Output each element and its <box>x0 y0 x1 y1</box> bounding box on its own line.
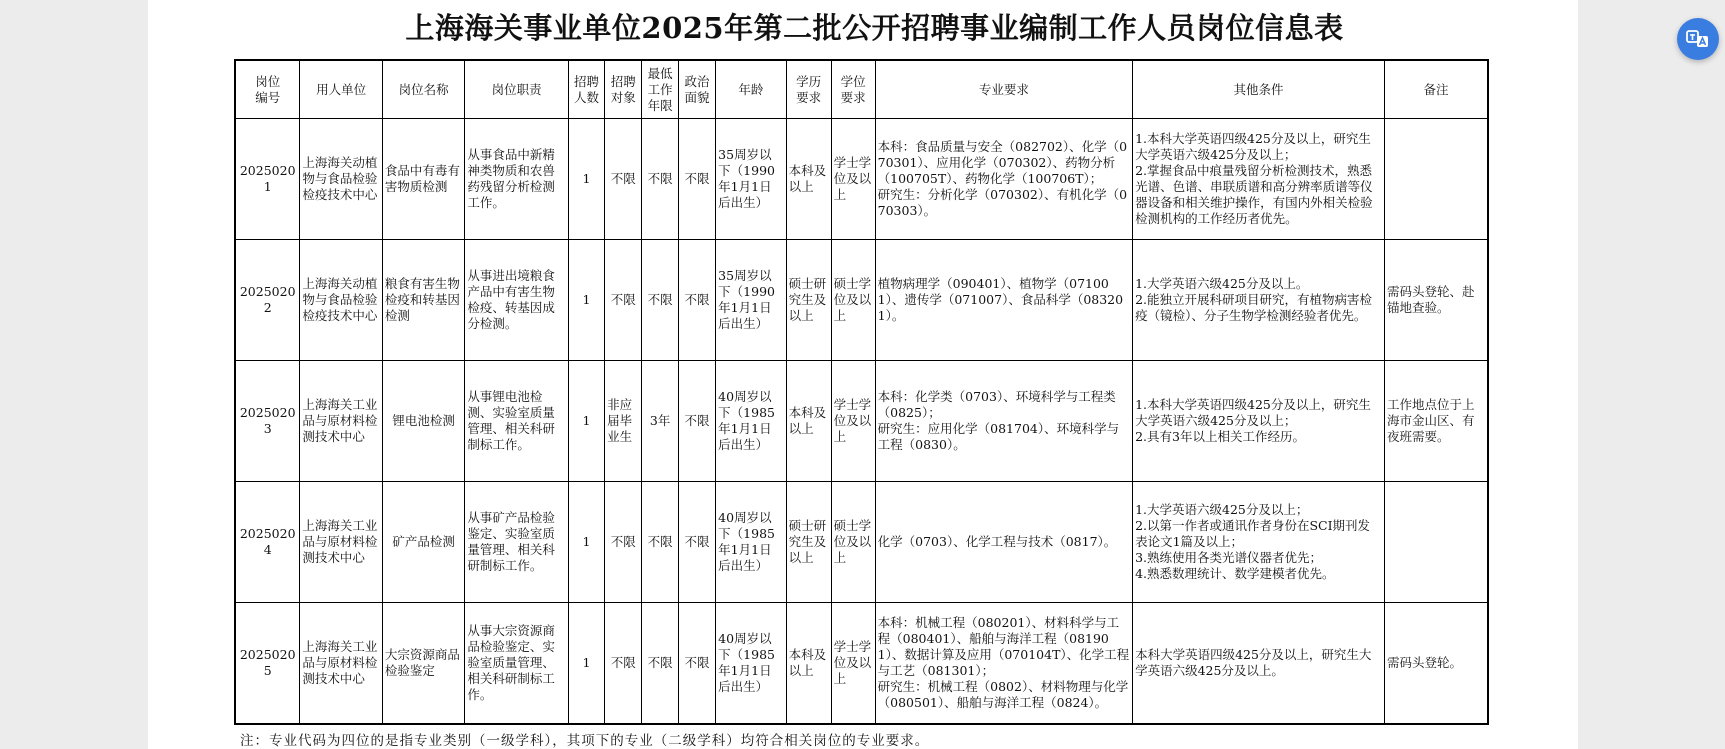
cell-unit: 上海海关工业品与原材料检测技术中心 <box>300 603 383 725</box>
cell-age: 40周岁以下（1985年1月1日后出生） <box>716 482 786 603</box>
header-cell: 政治面貌 <box>678 60 715 119</box>
cell-target: 非应届毕业生 <box>605 361 642 482</box>
cell-target: 不限 <box>605 119 642 240</box>
cell-edu: 本科及以上 <box>786 603 831 725</box>
cell-major: 化学（0703）、化学工程与技术（0817）。 <box>875 482 1132 603</box>
cell-years: 不限 <box>642 119 678 240</box>
position-table <box>234 59 1489 725</box>
header-cell: 年龄 <box>716 60 786 119</box>
cell-name: 锂电池检测 <box>382 361 465 482</box>
cell-target: 不限 <box>605 603 642 725</box>
cell-count: 1 <box>568 482 604 603</box>
header-cell: 岗位编号 <box>235 60 300 119</box>
cell-other: 本科大学英语四级425分及以上，研究生大学英语六级425分及以上。 <box>1133 603 1385 725</box>
cell-major: 本科：机械工程（080201）、材料科学与工程（080401）、船舶与海洋工程（081901）、数据计算及应用（070104T）、化学工程与工艺（081301）； 研究生：机械工程（0802）、材料物理与化学（080501）、船舶与海洋工程（0824）。 <box>875 603 1132 725</box>
header-cell: 招聘人数 <box>568 60 604 119</box>
page-title: 上海海关事业单位2025年第二批公开招聘事业编制工作人员岗位信息表 <box>405 11 1344 45</box>
header-cell: 岗位职责 <box>465 60 568 119</box>
cell-duty: 从事进出境粮食产品中有害生物检疫、转基因成分检测。 <box>465 240 568 361</box>
cell-unit: 上海海关工业品与原材料检测技术中心 <box>300 482 383 603</box>
cell-political: 不限 <box>678 240 715 361</box>
cell-id: 20250205 <box>235 603 300 725</box>
cell-name: 食品中有毒有害物质检测 <box>382 119 465 240</box>
cell-remark: 需码头登轮、赴锚地查验。 <box>1384 240 1488 361</box>
cell-name: 粮食有害生物检疫和转基因检测 <box>382 240 465 361</box>
cell-other: 1.本科大学英语四级425分及以上，研究生大学英语六级425分及以上； 2.具有3年以上相关工作经历。 <box>1133 361 1385 482</box>
cell-age: 40周岁以下（1985年1月1日后出生） <box>716 603 786 725</box>
table-header-row <box>235 60 1488 119</box>
cell-count: 1 <box>568 119 604 240</box>
cell-name: 矿产品检测 <box>382 482 465 603</box>
cell-id: 20250201 <box>235 119 300 240</box>
cell-count: 1 <box>568 603 604 725</box>
cell-degree: 学士学位及以上 <box>831 361 875 482</box>
cell-age: 40周岁以下（1985年1月1日后出生） <box>716 361 786 482</box>
cell-target: 不限 <box>605 240 642 361</box>
cell-political: 不限 <box>678 482 715 603</box>
cell-unit: 上海海关工业品与原材料检测技术中心 <box>300 361 383 482</box>
cell-count: 1 <box>568 361 604 482</box>
cell-edu: 硕士研究生及以上 <box>786 482 831 603</box>
cell-remark: 工作地点位于上海市金山区、有夜班需要。 <box>1384 361 1488 482</box>
header-cell: 备注 <box>1384 60 1488 119</box>
cell-age: 35周岁以下（1990年1月1日后出生） <box>716 240 786 361</box>
cell-edu: 本科及以上 <box>786 119 831 240</box>
cell-edu: 本科及以上 <box>786 361 831 482</box>
cell-degree: 硕士学位及以上 <box>831 482 875 603</box>
cell-id: 20250202 <box>235 240 300 361</box>
header-cell: 其他条件 <box>1133 60 1385 119</box>
cell-years: 3年 <box>642 361 678 482</box>
cell-other: 1.大学英语六级425分及以上； 2.以第一作者或通讯作者身份在SCI期刊发表论文1篇及以上； 3.熟练使用各类光谱仪器者优先； 4.熟悉数理统计、数学建模者优先。 <box>1133 482 1385 603</box>
cell-unit: 上海海关动植物与食品检验检疫技术中心 <box>300 119 383 240</box>
table-row <box>235 482 1488 603</box>
cell-degree: 硕士学位及以上 <box>831 240 875 361</box>
header-cell: 岗位名称 <box>382 60 465 119</box>
footnote: 注：专业代码为四位的是指专业类别（一级学科），其项下的专业（二级学科）均符合相关岗位的专业要求。 <box>240 733 930 749</box>
cell-political: 不限 <box>678 361 715 482</box>
header-cell: 招聘对象 <box>605 60 642 119</box>
table-row <box>235 603 1488 725</box>
cell-years: 不限 <box>642 603 678 725</box>
header-cell: 学位要求 <box>831 60 875 119</box>
header-cell: 用人单位 <box>300 60 383 119</box>
cell-duty: 从事锂电池检测、实验室质量管理、相关科研制标工作。 <box>465 361 568 482</box>
cell-remark <box>1384 119 1488 240</box>
cell-years: 不限 <box>642 482 678 603</box>
cell-name: 大宗资源商品检验鉴定 <box>382 603 465 725</box>
cell-id: 20250203 <box>235 361 300 482</box>
cell-major: 本科：食品质量与安全（082702）、化学（070301）、应用化学（070302）、药物分析（100705T）、药物化学（100706T）； 研究生：分析化学（070302）、有机化学（070303）。 <box>875 119 1132 240</box>
cell-degree: 学士学位及以上 <box>831 603 875 725</box>
cell-unit: 上海海关动植物与食品检验检疫技术中心 <box>300 240 383 361</box>
cell-duty: 从事大宗资源商品检验鉴定、实验室质量管理、相关科研制标工作。 <box>465 603 568 725</box>
header-cell: 学历要求 <box>786 60 831 119</box>
cell-political: 不限 <box>678 119 715 240</box>
cell-target: 不限 <box>605 482 642 603</box>
cell-other: 1.本科大学英语四级425分及以上，研究生大学英语六级425分及以上； 2.掌握食品中痕量残留分析检测技术，熟悉光谱、色谱、串联质谱和高分辨率质谱等仪器设备和相关维护操作，有国内外相关检验检测机构的工作经历者优先。 <box>1133 119 1385 240</box>
cell-count: 1 <box>568 240 604 361</box>
table-row <box>235 361 1488 482</box>
cell-id: 20250204 <box>235 482 300 603</box>
cell-major: 本科：化学类（0703）、环境科学与工程类（0825）； 研究生：应用化学（081704）、环境科学与工程（0830）。 <box>875 361 1132 482</box>
cell-remark <box>1384 482 1488 603</box>
cell-degree: 学士学位及以上 <box>831 119 875 240</box>
translate-icon <box>1685 26 1711 52</box>
cell-major: 植物病理学（090401）、植物学（071001）、遗传学（071007）、食品科学（083201）。 <box>875 240 1132 361</box>
cell-edu: 硕士研究生及以上 <box>786 240 831 361</box>
cell-years: 不限 <box>642 240 678 361</box>
cell-political: 不限 <box>678 603 715 725</box>
cell-age: 35周岁以下（1990年1月1日后出生） <box>716 119 786 240</box>
header-cell: 最低工作年限 <box>642 60 678 119</box>
document-page <box>148 0 1578 749</box>
table-row <box>235 119 1488 240</box>
cell-remark: 需码头登轮。 <box>1384 603 1488 725</box>
table-row <box>235 240 1488 361</box>
cell-duty: 从事食品中新精神类物质和农兽药残留分析检测工作。 <box>465 119 568 240</box>
translate-button[interactable] <box>1677 18 1719 60</box>
cell-other: 1.大学英语六级425分及以上。 2.能独立开展科研项目研究，有植物病害检疫（镜检）、分子生物学检测经验者优先。 <box>1133 240 1385 361</box>
cell-duty: 从事矿产品检验鉴定、实验室质量管理、相关科研制标工作。 <box>465 482 568 603</box>
header-cell: 专业要求 <box>875 60 1132 119</box>
